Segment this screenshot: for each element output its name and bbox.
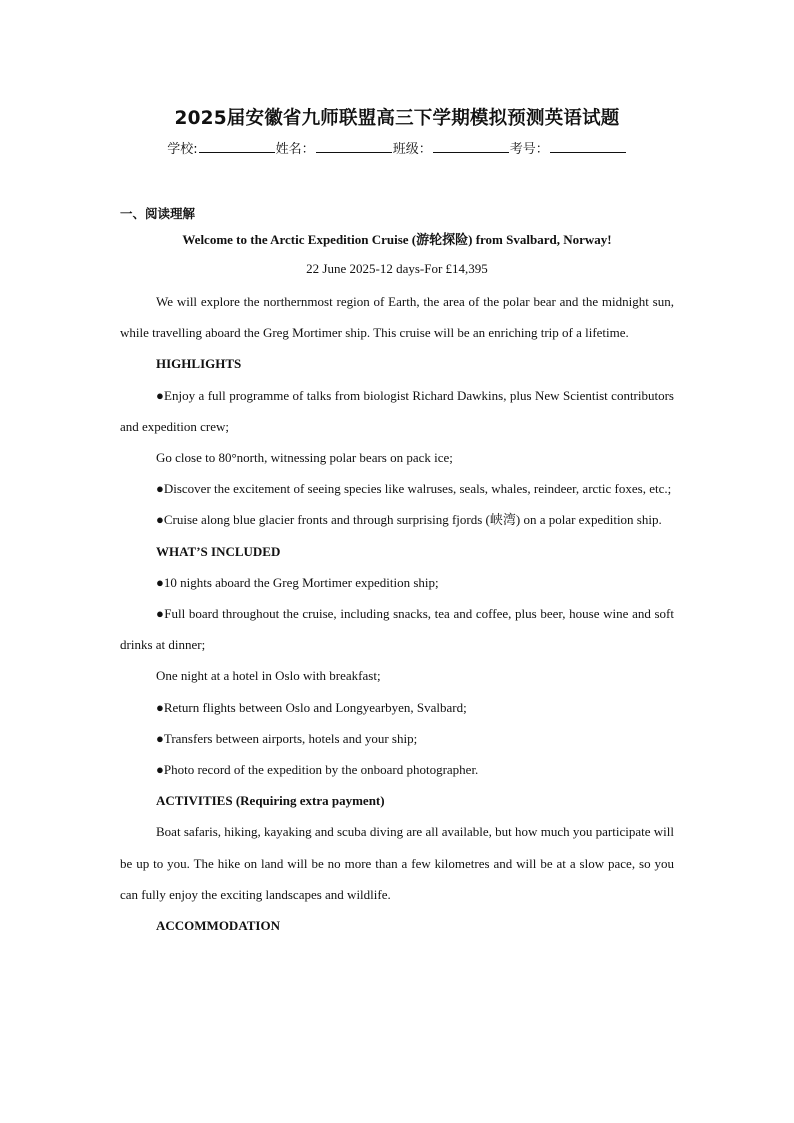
included-item: ●Transfers between airports, hotels and your ship; — [156, 730, 418, 746]
name-blank — [316, 140, 392, 153]
page-title: 2025届安徽省九师联盟高三下学期模拟预测英语试题 — [174, 108, 620, 129]
name-label: 姓名： — [275, 142, 315, 157]
highlight-item: ●Discover the excitement of seeing species like walruses, seals, whales, reindeer, arctic foxes, etc.; — [156, 481, 672, 497]
highlight-item: ●Enjoy a full programme of talks from biologist Richard Dawkins, plus New Scientist contributors and expedition crew; — [120, 387, 674, 434]
included-heading: WHAT’S INCLUDED — [156, 543, 281, 559]
highlights-heading: HIGHLIGHTS — [156, 356, 242, 372]
exam-number-blank — [550, 140, 626, 153]
class-blank — [433, 140, 509, 153]
highlight-item: Go close to 80°north, witnessing polar bears on pack ice; — [156, 450, 453, 466]
included-item: One night at a hotel in Oslo with breakfast; — [156, 668, 381, 684]
exam-number-label: 考号： — [509, 142, 549, 157]
section-heading: 一、阅读理解 — [120, 206, 196, 221]
class-label: 班级： — [392, 142, 432, 157]
highlight-item: ●Cruise along blue glacier fronts and through surprising fjords (峡湾) on a polar expedition ship. — [156, 512, 662, 528]
activities-heading: ACTIVITIES (Requiring extra payment) — [156, 793, 385, 809]
activities-paragraph: Boat safaris, hiking, kayaking and scuba diving are all available, but how much you participate will be up to you. The hike on land will be no more than a few kilometres and will be at a slow pace, so you can fully enjoy the exciting landscapes and wildlife. — [120, 824, 674, 902]
accommodation-heading: ACCOMMODATION — [156, 918, 280, 934]
included-item: ●Photo record of the expedition by the onboard photographer. — [156, 762, 479, 778]
included-item: ●10 nights aboard the Greg Mortimer expedition ship; — [156, 574, 439, 590]
passage-date: 22 June 2025-12 days-For £14,395 — [306, 261, 488, 276]
passage-body — [120, 286, 674, 941]
student-info-line — [0, 138, 794, 157]
passage-title: Welcome to the Arctic Expedition Cruise (游轮探险) from Svalbard, Norway! — [182, 232, 612, 247]
school-blank — [199, 140, 275, 153]
school-label: 学校: — [167, 142, 198, 157]
included-item: ●Return flights between Oslo and Longyearbyen, Svalbard; — [156, 699, 467, 715]
intro-paragraph: We will explore the northernmost region of Earth, the area of the polar bear and the midnight sun, while travelling aboard the Greg Mortimer ship. This cruise will be an enriching trip of a lifetime. — [120, 294, 674, 341]
included-item: ●Full board throughout the cruise, including snacks, tea and coffee, plus beer, house wine and soft drinks at dinner; — [120, 606, 674, 653]
